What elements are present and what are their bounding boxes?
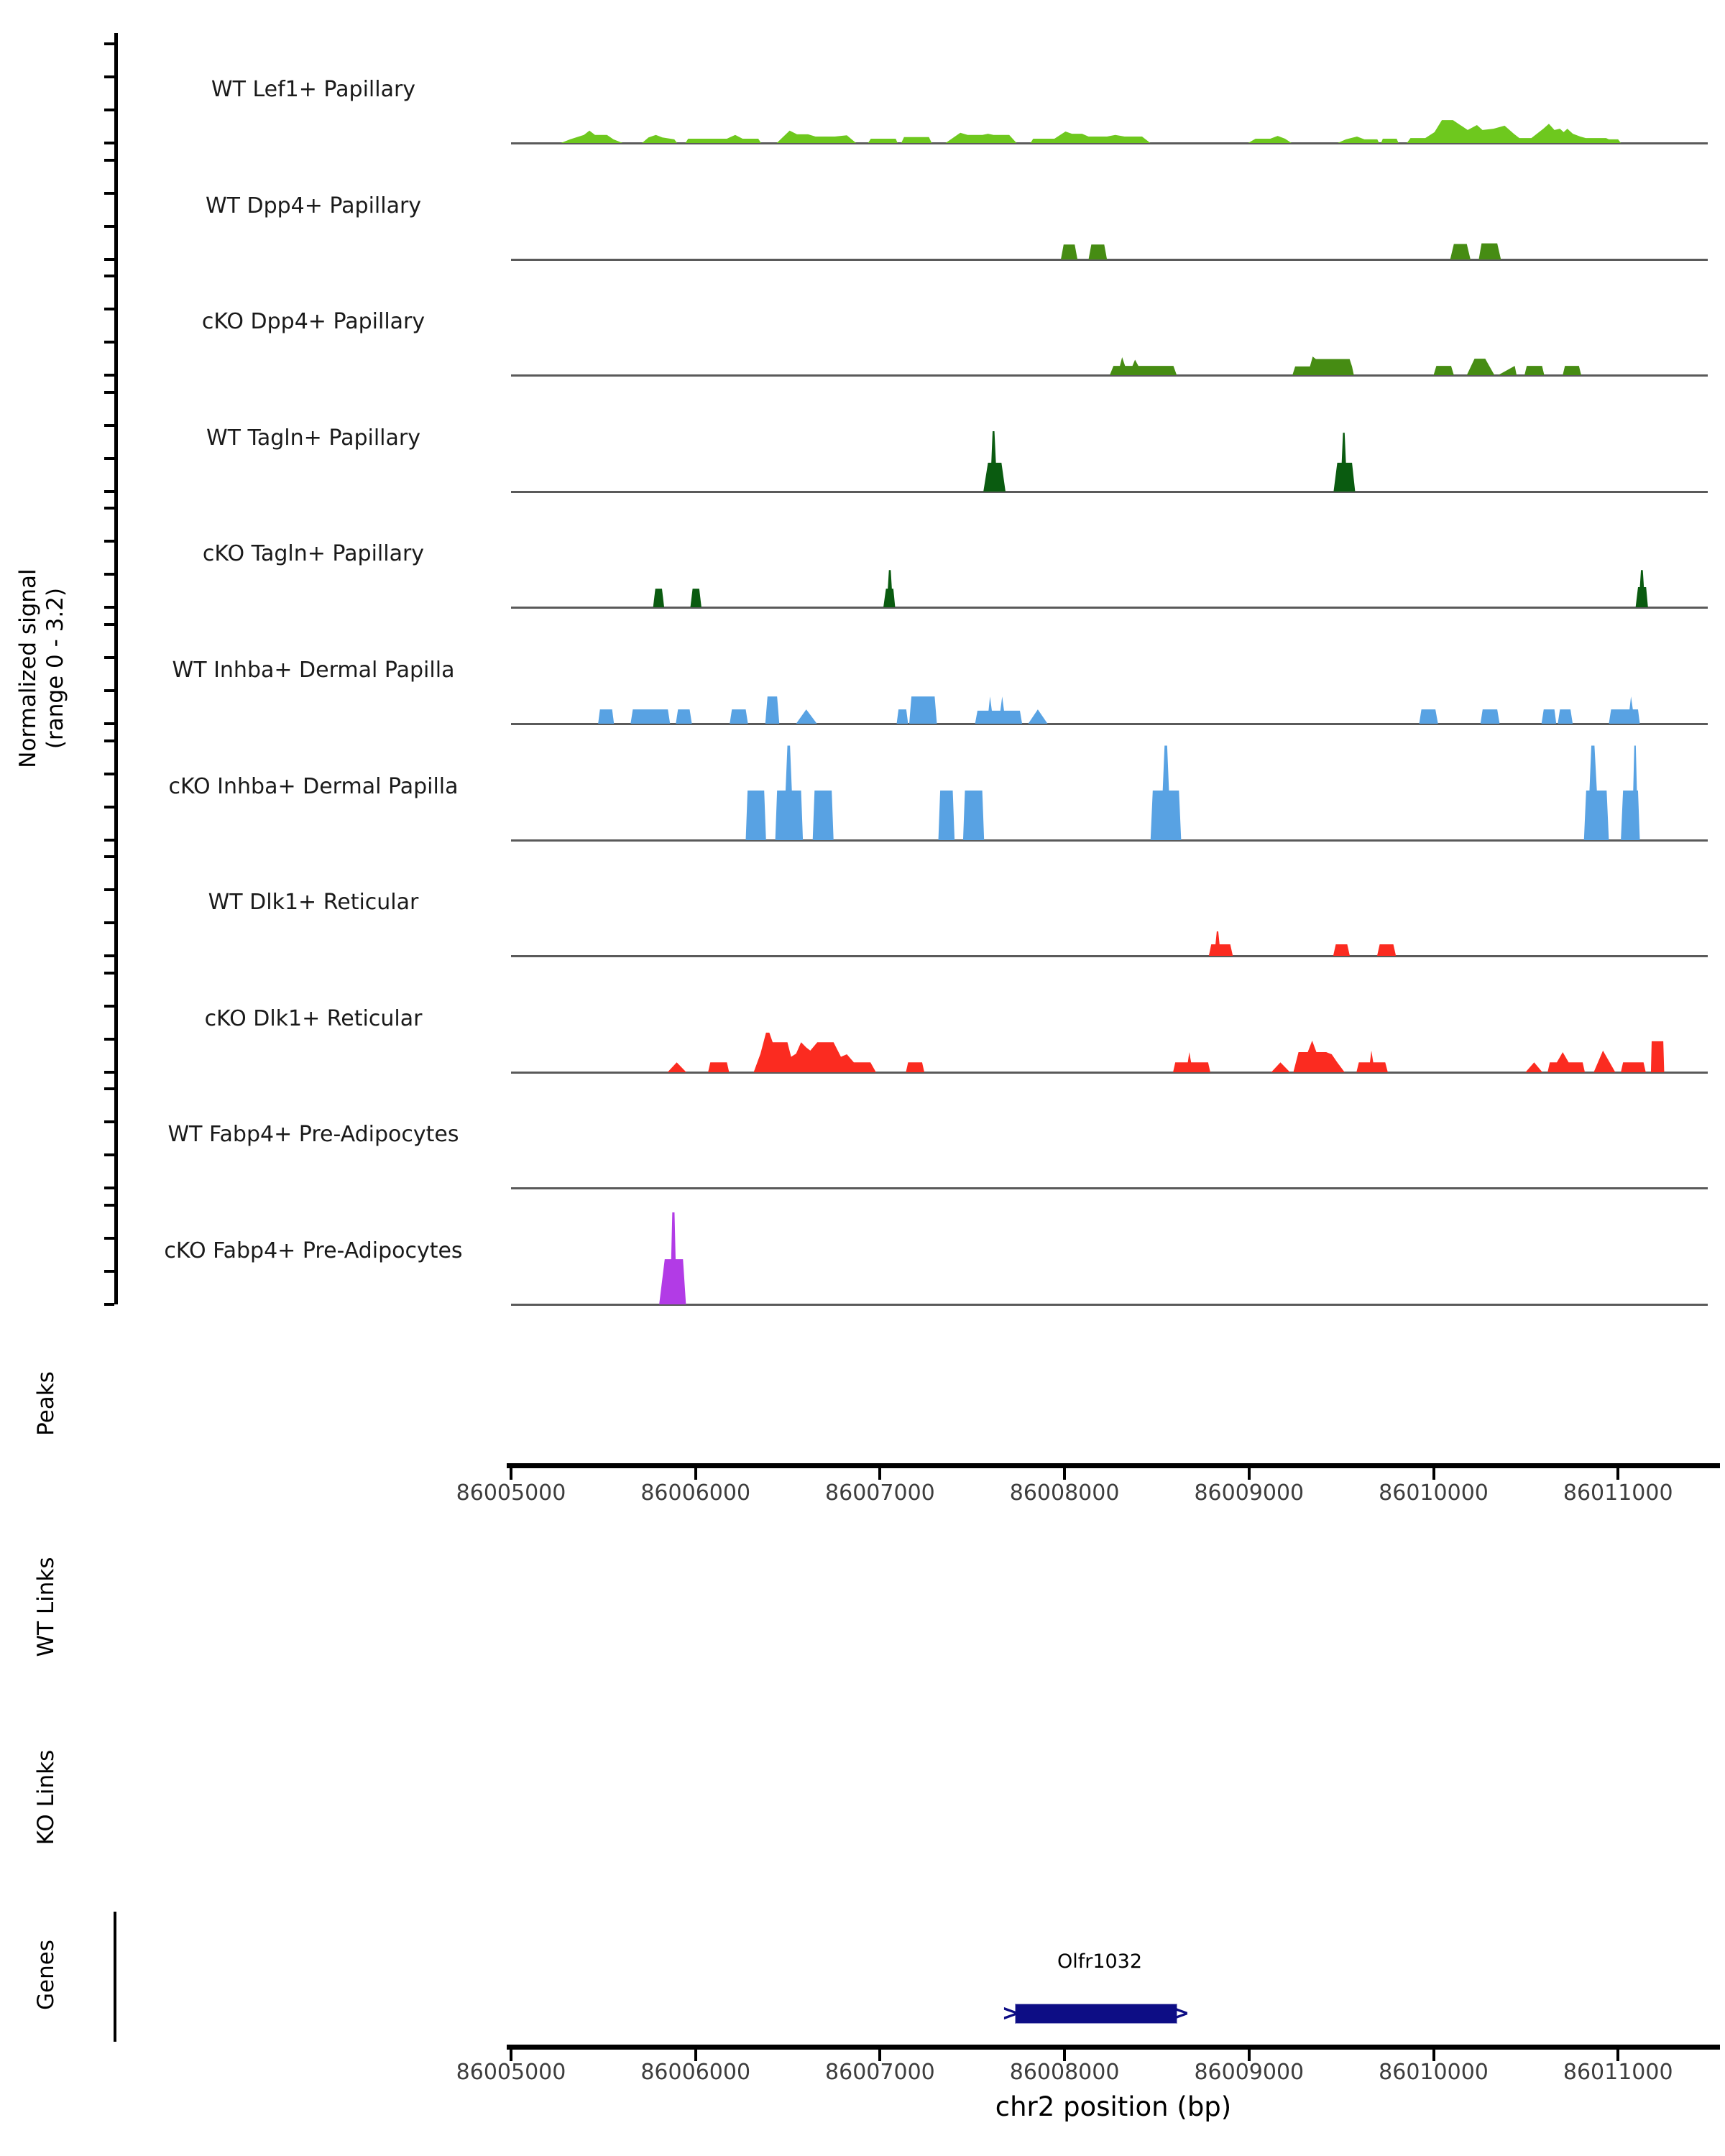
signal-peak	[1584, 746, 1609, 840]
axis-tick-label: 86007000	[825, 2060, 935, 2085]
section-label-ko-links: KO Links	[33, 1749, 59, 1846]
tracks-axis-tick	[104, 507, 114, 510]
signal-peak	[1333, 433, 1355, 492]
tracks-axis-tick	[104, 374, 114, 377]
track-label: WT Tagln+ Papillary	[206, 425, 420, 451]
tracks-axis-tick	[104, 1204, 114, 1207]
track-signal	[511, 622, 1708, 724]
tracks-axis-tick	[104, 1038, 114, 1041]
signal-peak	[983, 431, 1006, 492]
tracks-axis-tick	[104, 391, 114, 394]
signal-peak	[746, 791, 766, 840]
track-label: WT Fabp4+ Pre-Adipocytes	[167, 1122, 459, 1147]
track-baseline	[511, 1187, 1708, 1189]
signal-peak	[1338, 137, 1379, 143]
track-signal	[511, 738, 1708, 840]
signal-peak	[1031, 132, 1151, 143]
tracks-axis-tick	[104, 954, 114, 957]
tracks-axis-tick	[104, 839, 114, 842]
signal-peak	[1356, 1051, 1388, 1072]
tracks-axis-tick	[104, 806, 114, 808]
tracks-axis-tick	[104, 341, 114, 344]
tracks-axis-tick	[104, 159, 114, 162]
tracks-axis-tick	[104, 424, 114, 427]
tracks-axis-tick	[104, 1153, 114, 1156]
axis-tick	[510, 1468, 512, 1480]
gene-strand-arrow-left: >	[1001, 2001, 1020, 2026]
signal-peak	[1609, 696, 1639, 724]
track-label: cKO Fabp4+ Pre-Adipocytes	[164, 1238, 463, 1263]
tracks-axis-tick	[104, 142, 114, 144]
signal-peak	[1377, 944, 1396, 956]
tracks-axis-tick	[104, 740, 114, 742]
axis-tick-label: 86011000	[1563, 1480, 1673, 1506]
tracks-axis-tick	[104, 42, 114, 45]
tracks-axis-line	[114, 33, 118, 1304]
axis-tick-label: 86011000	[1563, 2060, 1673, 2085]
axis-tick	[1616, 1468, 1619, 1480]
tracks-axis-tick	[104, 888, 114, 891]
signal-peak	[1525, 1062, 1542, 1072]
signal-peak	[1407, 120, 1621, 143]
tracks-axis-tick	[104, 258, 114, 261]
signal-peak	[1621, 1062, 1646, 1072]
signal-peak	[1636, 570, 1648, 607]
gene-strand-arrow-right: >	[1171, 2001, 1190, 2026]
signal-peak	[1088, 244, 1107, 259]
signal-peak	[1209, 931, 1233, 956]
tracks-axis-tick	[104, 656, 114, 659]
signal-peak	[796, 709, 817, 724]
peaks-axis-line	[507, 1463, 1720, 1468]
signal-peak	[1524, 366, 1544, 375]
signal-peak	[939, 791, 955, 840]
tracks-axis-tick	[104, 109, 114, 111]
axis-tick-label: 86005000	[456, 2060, 566, 2085]
signal-peak	[1151, 746, 1182, 840]
axis-tick-label: 86009000	[1194, 1480, 1305, 1506]
signal-peak	[1173, 1052, 1210, 1072]
axis-tick-label: 86008000	[1009, 2060, 1120, 2085]
genes-axis-line	[114, 1912, 116, 2042]
gene-label: Olfr1032	[1057, 1950, 1143, 1973]
tracks-axis-tick	[104, 75, 114, 78]
tracks-axis-tick	[104, 623, 114, 626]
axis-tick-label: 86005000	[456, 1480, 566, 1506]
axis-tick-label: 86010000	[1379, 2060, 1489, 2085]
signal-peak	[1333, 944, 1350, 956]
tracks-axis-tick	[104, 606, 114, 609]
tracks-axis-tick	[104, 722, 114, 725]
tracks-axis-tick	[104, 1087, 114, 1090]
track-signal	[511, 157, 1708, 259]
axis-tick	[878, 1468, 881, 1480]
tracks-axis-tick	[104, 275, 114, 277]
tracks-axis-tick	[104, 921, 114, 924]
tracks-axis-tick	[104, 1005, 114, 1008]
signal-peak	[668, 1062, 686, 1072]
signal-peak	[897, 709, 908, 724]
track-signal	[511, 41, 1708, 143]
axis-tick-label: 86009000	[1194, 2060, 1305, 2085]
y-axis-label-line2: (range 0 - 3.2)	[42, 587, 68, 750]
signal-peak	[630, 709, 670, 724]
axis-tick-label: 86006000	[640, 2060, 751, 2085]
signal-peak	[1498, 366, 1517, 375]
signal-peak	[1381, 139, 1398, 143]
section-label-wt-links: WT Links	[33, 1557, 59, 1657]
tracks-axis-tick	[104, 855, 114, 858]
axis-tick-label: 86010000	[1379, 1480, 1489, 1506]
tracks-axis-tick	[104, 573, 114, 576]
axis-tick	[1432, 1468, 1435, 1480]
signal-peak	[1563, 366, 1581, 375]
signal-peak	[659, 1212, 686, 1304]
signal-peak	[686, 135, 761, 143]
track-label: cKO Dpp4+ Papillary	[201, 309, 426, 334]
signal-peak	[813, 791, 834, 840]
signal-peak	[1478, 244, 1501, 259]
signal-peak	[691, 589, 702, 607]
bottom-axis-line	[507, 2045, 1720, 2050]
signal-peak	[730, 709, 748, 724]
track-label: WT Lef1+ Papillary	[211, 77, 416, 102]
signal-peak	[1467, 359, 1495, 375]
axis-tick-label: 86007000	[825, 1480, 935, 1506]
signal-peak	[868, 139, 898, 143]
signal-peak	[765, 696, 780, 724]
track-signal	[511, 970, 1708, 1072]
signal-peak	[901, 137, 932, 143]
signal-peak	[642, 135, 677, 143]
axis-tick	[1248, 1468, 1251, 1480]
track-label: WT Dlk1+ Reticular	[208, 890, 419, 915]
track-label: cKO Inhba+ Dermal Papilla	[168, 774, 459, 799]
signal-peak	[598, 709, 614, 724]
track-label: WT Dpp4+ Papillary	[205, 193, 422, 218]
signal-peak	[1481, 709, 1500, 724]
section-label-peaks: Peaks	[33, 1371, 59, 1436]
section-label-genes: Genes	[33, 1940, 59, 2010]
signal-peak	[883, 570, 895, 607]
y-axis-label-line1: Normalized signal	[15, 568, 41, 768]
signal-peak	[777, 131, 856, 143]
signal-peak	[676, 709, 691, 724]
signal-peak	[1110, 357, 1177, 375]
signal-peak	[1293, 1041, 1344, 1072]
signal-peak	[1292, 356, 1353, 375]
tracks-axis-tick	[104, 1071, 114, 1074]
signal-peak	[906, 1062, 924, 1072]
signal-peak	[1434, 366, 1454, 375]
signal-peak	[1651, 1041, 1664, 1072]
tracks-axis-tick	[104, 1120, 114, 1123]
axis-tick	[694, 1468, 697, 1480]
signal-peak	[776, 746, 804, 840]
signal-peak	[946, 133, 1017, 143]
track-label: cKO Dlk1+ Reticular	[204, 1006, 423, 1031]
signal-peak	[1558, 709, 1573, 724]
tracks-axis-tick	[104, 773, 114, 775]
track-label: cKO Tagln+ Papillary	[202, 541, 425, 566]
tracks-axis-tick	[104, 1303, 114, 1306]
signal-peak	[975, 696, 1022, 724]
tracks-axis-tick	[104, 308, 114, 310]
signal-peak	[1271, 1062, 1290, 1072]
signal-peak	[1248, 136, 1292, 143]
track-signal	[511, 854, 1708, 956]
tracks-axis-tick	[104, 972, 114, 975]
x-axis-label: chr2 position (bp)	[995, 2091, 1232, 2122]
axis-tick	[1063, 1468, 1066, 1480]
track-label: WT Inhba+ Dermal Papilla	[172, 658, 455, 683]
signal-peak	[1061, 244, 1077, 259]
signal-peak	[653, 589, 664, 607]
tracks-axis-tick	[104, 540, 114, 543]
signal-peak	[754, 1033, 876, 1072]
tracks-axis-tick	[104, 1237, 114, 1240]
signal-peak	[963, 791, 984, 840]
track-signal	[511, 273, 1708, 375]
track-signal	[511, 1202, 1708, 1304]
tracks-axis-tick	[104, 225, 114, 228]
signal-peak	[1420, 709, 1438, 724]
track-signal	[511, 505, 1708, 607]
signal-peak	[1029, 709, 1048, 724]
tracks-axis-tick	[104, 457, 114, 460]
axis-tick-label: 86008000	[1009, 1480, 1120, 1506]
signal-peak	[1593, 1051, 1615, 1072]
signal-peak	[909, 696, 937, 724]
tracks-axis-tick	[104, 192, 114, 195]
y-axis-label	[14, 395, 69, 941]
signal-peak	[561, 131, 622, 143]
tracks-axis-tick	[104, 1270, 114, 1273]
signal-peak	[1450, 244, 1471, 259]
axis-tick-label: 86006000	[640, 1480, 751, 1506]
tracks-axis-tick	[104, 1187, 114, 1189]
tracks-axis-tick	[104, 689, 114, 692]
track-signal	[511, 390, 1708, 492]
gene-body	[1015, 2004, 1177, 2024]
signal-peak	[1542, 709, 1557, 724]
signal-peak	[708, 1062, 729, 1072]
signal-peak	[1621, 746, 1639, 840]
tracks-axis-tick	[104, 490, 114, 493]
signal-peak	[1547, 1052, 1585, 1072]
